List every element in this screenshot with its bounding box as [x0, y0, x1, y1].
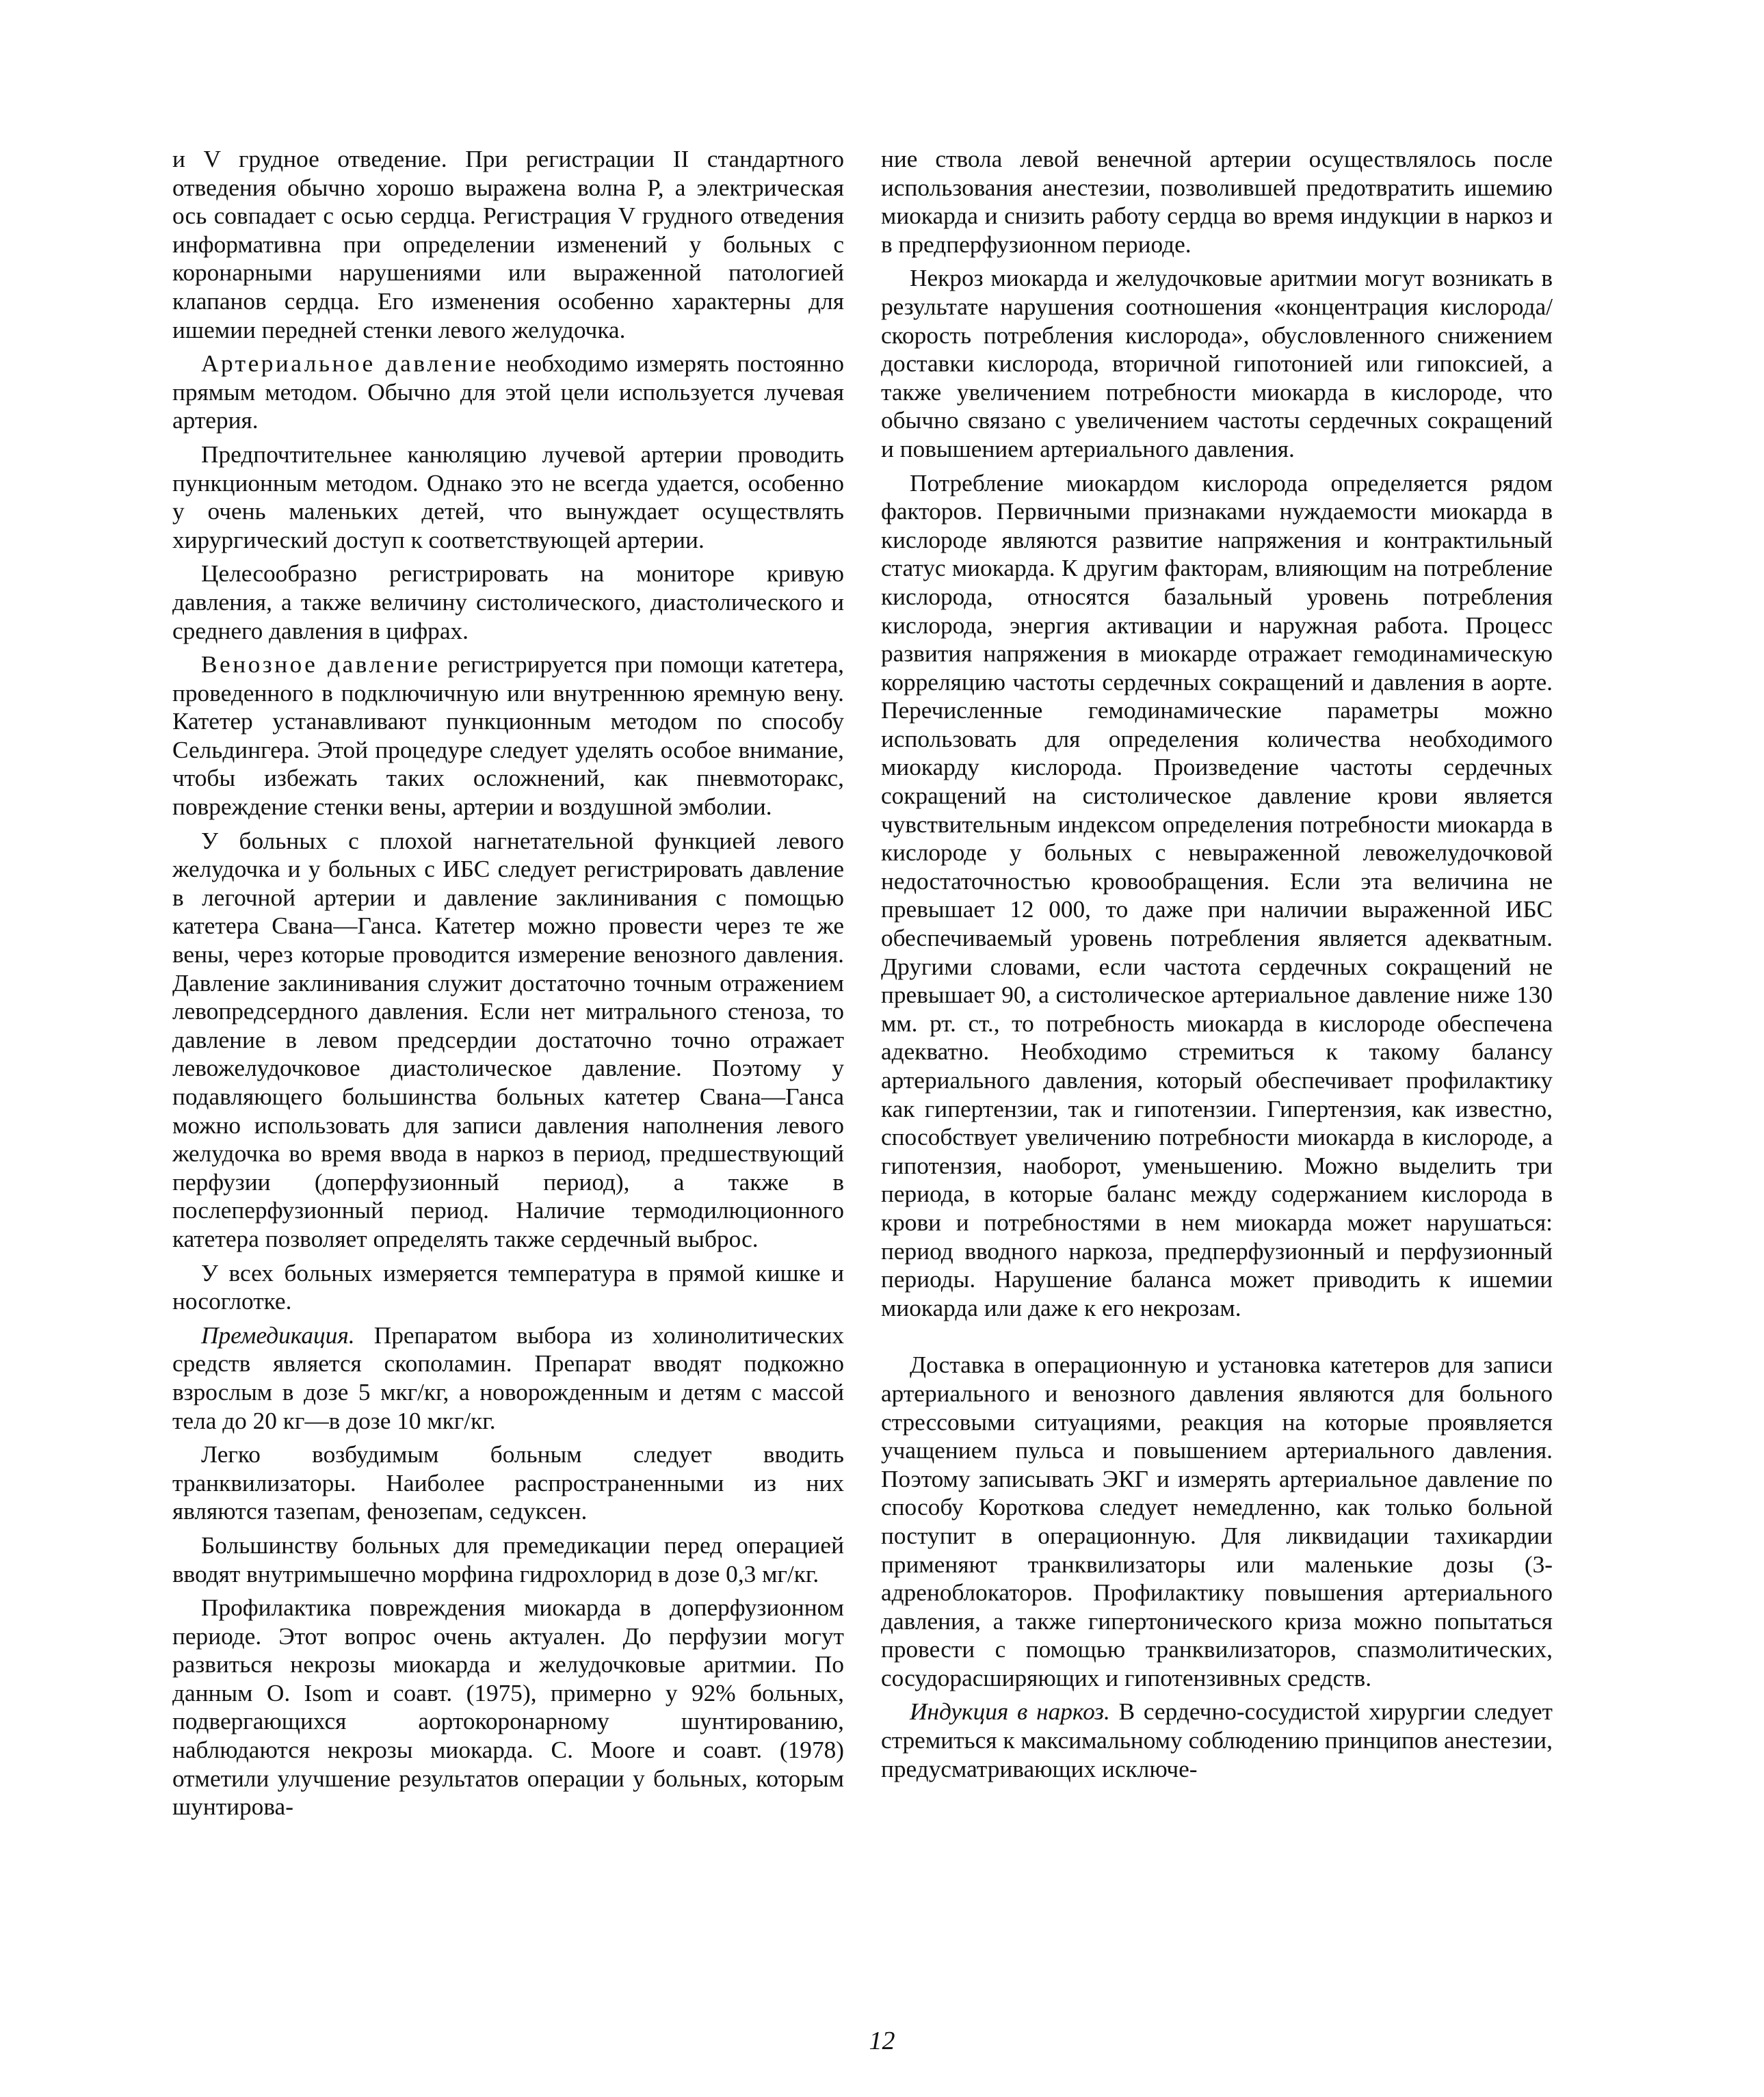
- paragraph: Доставка в операционную и установка катетеров для записи артериального и венозного давления являются для больного стрессовыми ситуациями, реакция на которые проявляется учащением пульса и повышением артериального давления. Поэтому записывать ЭКГ и измерять артериальное давление по способу Короткова следует немедленно, как только больной поступит в операционную. Для ликвидации тахикардии применяют транквилизаторы или маленькие дозы (3-адреноблокаторов. Профилактику повышения артериального давления, а также гипертонического криза можно попытаться провести с помощью транквилизаторов, спазмолитических, сосудорасширяющих и гипотензивных средств.: [881, 1351, 1553, 1691]
- paragraph: Большинству больных для премедикации перед операцией вводят внутримышечно морфина гидрохлорид в дозе 0,3 мг/кг.: [172, 1531, 844, 1587]
- term-induction: Индукция в наркоз.: [910, 1698, 1110, 1726]
- paragraph: Потребление миокардом кислорода определяется рядом факторов. Первичными признаками нуждаемости миокарда в кислороде являются развитие напряжения и контрактильный статус миокарда. К другим факторам, влияющим на потребление кислорода, относятся базальный уровень потребления кислорода, энергия активации и наружная работа. Процесс развития напряжения в миокарде отражает гемодинамическую корреляцию частоты сердечных сокращений и давления в аорте. Перечисленные гемодинамические параметры можно использовать для определения количества необходимого миокарду кислорода. Произведение частоты сердечных сокращений на систолическое давление крови является чувствительным индексом определения потребности миокарда в кислороде у больных с невыраженной левожелудочковой недостаточностью кровообращения. Если эта величина не превышает 12 000, то даже при наличии выраженной ИБС обеспечиваемый уровень потребления является адекватным. Другими словами, если частота сердечных сокращений не превышает 90, а систолическое артериальное давление ниже 130 мм. рт. ст., то потребность миокарда в кислороде обеспечена адекватно. Необходимо стремиться к такому балансу артериального давления, который обеспечивает профилактику как гипертензии, так и гипотензии. Гипертензия, как известно, способствует увеличению потребности миокарда в кислороде, а гипотензия, наоборот, уменьшению. Можно выделить три периода, в которые баланс между содержанием кислорода в крови и потребностями в нем миокарда может нарушаться: период вводного наркоза, предперфузионный и перфузионный периоды. Нарушение баланса может приводить к ишемии миокарда или даже к его некрозам.: [881, 469, 1553, 1321]
- paragraph: Предпочтительнее канюляцию лучевой артерии проводить пункционным методом. Однако это не всегда удается, особенно у очень маленьких детей, что вынуждает осуществлять хирургический доступ к соответствующей артерии.: [172, 440, 844, 553]
- term-arterial-pressure: Артериальное давление: [201, 350, 499, 378]
- term-venous-pressure: Венозное давление: [201, 651, 440, 678]
- paragraph: Легко возбудимым больным следует вводить транквилизаторы. Наиболее распространенными из них являются тазепам, фенозепам, седуксен.: [172, 1441, 844, 1525]
- paragraph: Некроз миокарда и желудочковые аритмии могут возникать в результате нарушения соотношения «концентрация кислорода/скорость потребления кислорода», обусловленного снижением доставки кислорода, вторичной гипотонией или гипоксией, а также увеличением потребности миокарда в кислороде, что обычно связано с увеличением частоты сердечных сокращений и повышением артериального давления.: [881, 265, 1553, 462]
- paragraph: и V грудное отведение. При регистрации II стандартного отведения обычно хорошо выражена волна P, а электрическая ось совпадает с осью сердца. Регистрация V грудного отведения информативна при определении изменений у больных с коронарными нарушениями или выраженной патологией клапанов сердца. Его изменения особенно характерны для ишемии передней стенки левого желудочка.: [172, 146, 844, 343]
- paragraph: У всех больных измеряется температура в прямой кишке и носоглотке.: [172, 1259, 844, 1315]
- term-premedication: Премедикация.: [201, 1321, 355, 1349]
- left-column: [172, 145, 844, 1827]
- page-number: 12: [869, 2027, 895, 2055]
- paragraph: Артериальное давление необходимо измерять постоянно прямым методом. Обычно для этой цели используется лучевая артерия.: [172, 350, 844, 434]
- paragraph: Профилактика повреждения миокарда в доперфузионном периоде. Этот вопрос очень актуален. До перфузии могут развиться некрозы миокарда и желудочковые аритмии. По данным O. Isom и соавт. (1975), примерно у 92% больных, подвергающихся аортокоронарному шунтированию, наблюдаются некрозы миокарда. C. Moore и соавт. (1978) отметили улучшение результатов операции у больных, которым шунтирова-: [172, 1594, 844, 1821]
- paragraph: Премедикация. Препаратом выбора из холинолитических средств является скополамин. Препарат вводят подкожно взрослым в дозе 5 мкг/кг, а новорожденным и детям с массой тела до 20 кг—в дозе 10 мкг/кг.: [172, 1321, 844, 1434]
- paragraph: У больных с плохой нагнетательной функцией левого желудочка и у больных с ИБС следует регистрировать давление в легочной артерии и давление заклинивания с помощью катетера Свана—Ганса. Катетер можно провести через те же вены, через которые проводится измерение венозного давления. Давление заклинивания служит достаточно точным отражением левопредсердного давления. Если нет митрального стеноза, то давление в левом предсердии достаточно точно отражает левожелудочковое диастолическое давление. Поэтому у подавляющего большинства больных катетер Свана—Ганса можно использовать для записи давления наполнения левого желудочка во время ввода в наркоз в период, предшествующий перфузии (доперфузионный период), а также в послеперфузионный период. Наличие термодилюционного катетера позволяет определять также сердечный выброс.: [172, 827, 844, 1252]
- paragraph: Целесообразно регистрировать на мониторе кривую давления, а также величину систолического, диастолического и среднего давления в цифрах.: [172, 560, 844, 644]
- paragraph: Венозное давление регистрируется при помощи катетера, проведенного в подключичную или внутреннюю яремную вену. Катетер устанавливают пункционным методом по способу Сельдингера. Этой процедуре следует уделять особое внимание, чтобы избежать таких осложнений, как пневмоторакс, повреждение стенки вены, артерии и воздушной эмболии.: [172, 651, 844, 821]
- right-column: [881, 145, 1553, 1789]
- paragraph: ние ствола левой венечной артерии осуществлялось после использования анестезии, позволившей предотвратить ишемию миокарда и снизить работу сердца во время индукции в наркоз и в предперфузионном периоде.: [881, 146, 1553, 258]
- paragraph: Индукция в наркоз. В сердечно-сосудистой хирургии следует стремиться к максимальному соблюдению принципов анестезии, предусматривающих исключе-: [881, 1698, 1553, 1782]
